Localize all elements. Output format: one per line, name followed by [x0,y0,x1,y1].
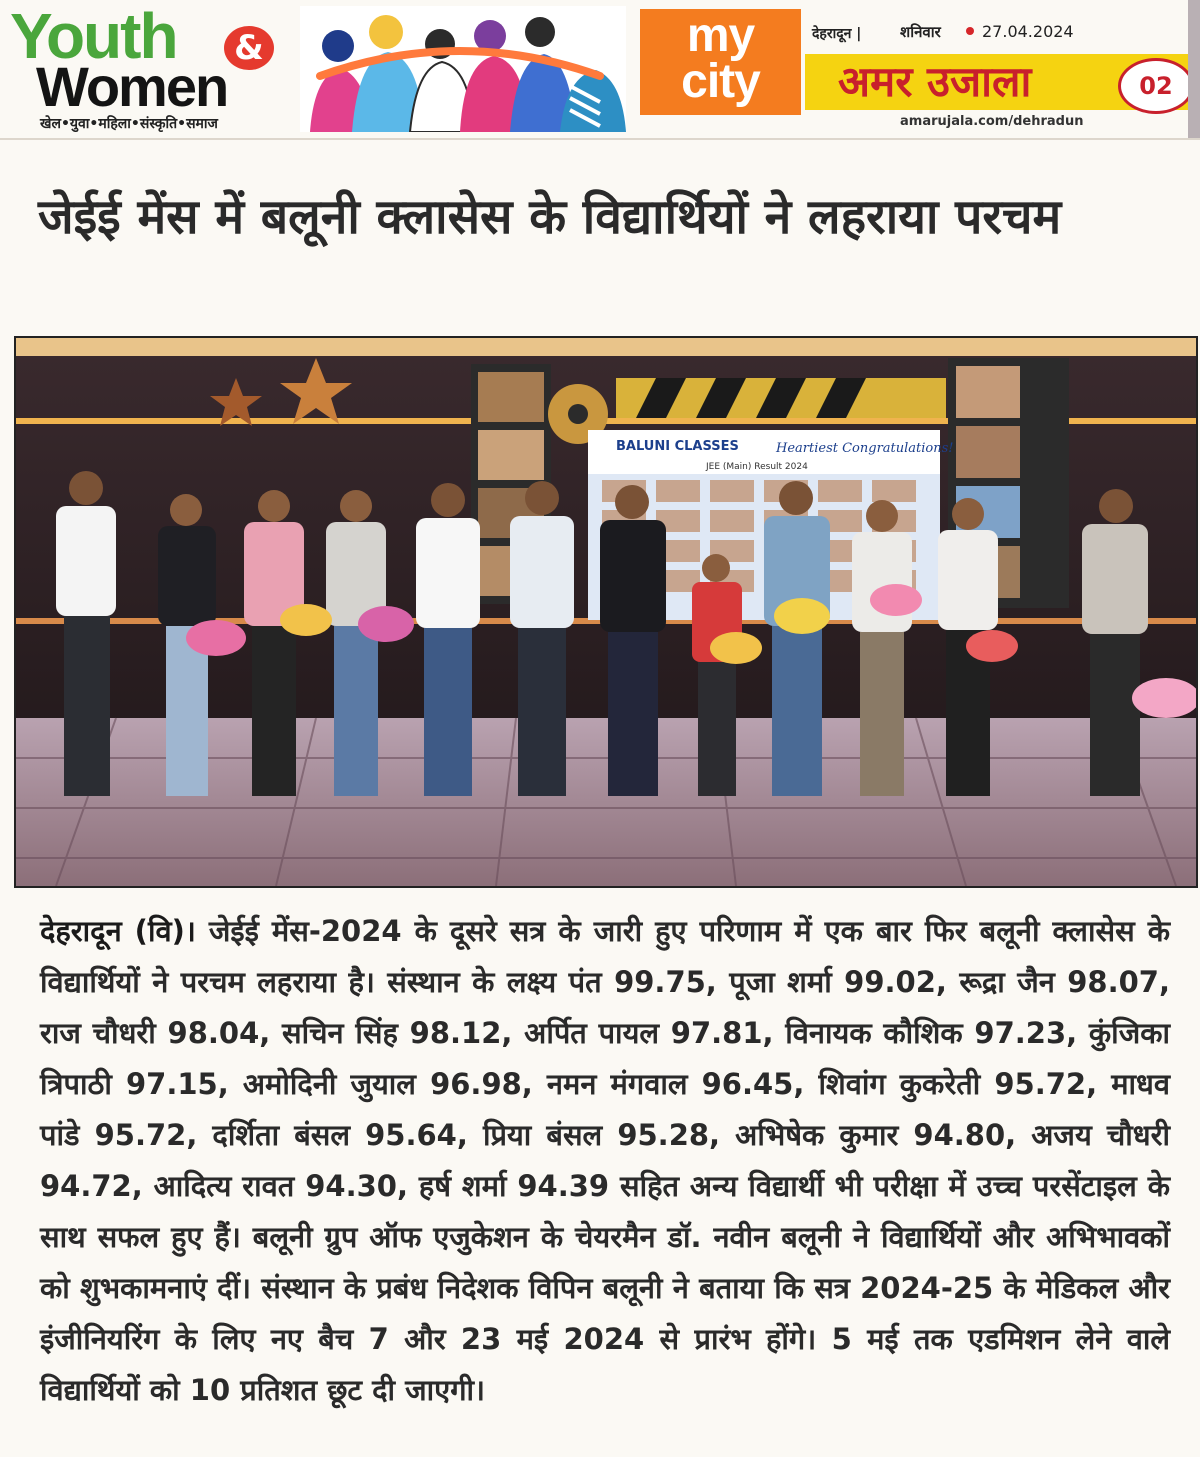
section-title-youth: Youth [10,0,177,72]
edition-day: शनिवार [900,23,941,41]
group-photo-illustration [16,338,1196,886]
edition-date: 27.04.2024 [982,22,1074,41]
article-photo [14,336,1198,888]
edition-label-city: city [681,55,760,108]
edition-badge [640,9,801,115]
screen-brand: BALUNI CLASSES [616,439,739,454]
section-logo [10,0,300,132]
screen-subtitle: JEE (Main) Result 2024 [706,462,808,472]
newspaper-name: अमर उजाला [838,57,1032,106]
section-title-women: Women [36,55,228,118]
article-body [40,906,1170,1416]
article-text: जेईई मेंस-2024 के दूसरे सत्र के जारी हुए परिणाम में एक बार फिर बलूनी क्लासेस के विद्यार्थियों ने परचम लहराया है। संस्थान के लक्ष्य पंत 99.75, पूजा शर्मा 99.02, रूद्रा जैन 98.07, राज चौधरी 98.04, सचिन सिंह 98.12, अर्पित पायल 97.81, विनायक कौशिक 97.23, कुंजिका त्रिपाठी 97.15, अमोदिनी जुयाल 96.98, नमन मंगवाल 96.45, शिवांग कुकरेती 95.72, माधव पांडे 95.72, दर्शिता बंसल 95.64, प्रिया बंसल 95.28, अभिषेक कुमार 94.80, अजय चौधरी 94.72, आदित्य रावत 94.30, हर्ष शर्मा 94.39 सहित अन्य विद्यार्थी भी परीक्षा में उच्च परसेंटाइल के साथ सफल हुए हैं। बलूनी ग्रुप ऑफ एजुकेशन के चेयरमैन डॉ. नवीन बलूनी ने विद्यार्थियों और अभिभावकों को शुभकामनाएं दीं। संस्थान के प्रबंध निदेशक विपिन बलूनी ने बताया कि सत्र 2024-25 के मेडिकल और इंजीनियरिंग के लिए नए बैच 7 और 23 मई 2024 से प्रारंभ होंगे। 5 मई तक एडमिशन लेने वाले विद्यार्थियों को 10 प्रतिशत छूट दी जाएगी। [40,914,1170,1407]
article-dateline: देहरादून (वि)। [40,914,196,948]
screen-greeting: Heartiest Congratulations! [776,441,954,456]
crowd-illustration [300,6,626,132]
section-title-ampersand: & [224,26,274,70]
masthead-divider [0,138,1200,140]
separator-dot [966,27,974,35]
page-number-badge: 02 [1118,58,1194,114]
article-headline: जेईई मेंस में बलूनी क्लासेस के विद्यार्थियों ने लहराया परचम [38,189,1062,245]
edition-label-my: my [686,9,755,62]
page-edge [1188,0,1200,140]
edition-city: देहरादून | [812,26,862,42]
newspaper-website: amarujala.com/dehradun [900,114,1084,129]
section-tagline: खेल•युवा•महिला•संस्कृति•समाज [40,116,218,132]
